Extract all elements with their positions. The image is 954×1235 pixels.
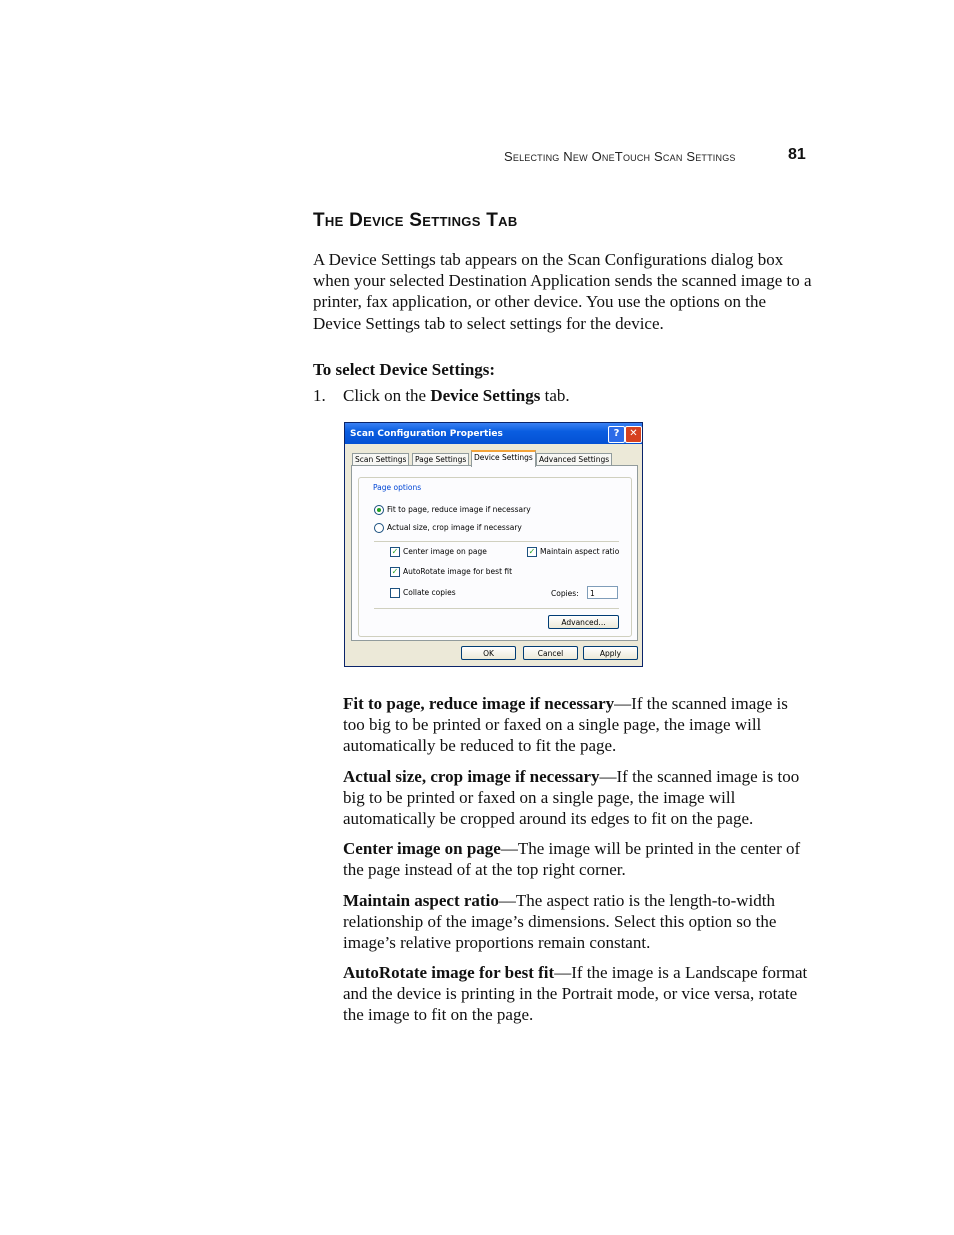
radio-actual-size[interactable]: [374, 523, 522, 533]
dialog-titlebar: [345, 423, 642, 444]
description-text: —If the scanned image is too big to be printed or faxed on a single page, the image will automatically be reduced to fit the page.: [343, 694, 788, 755]
separator: [374, 541, 619, 542]
checkbox-unchecked-icon[interactable]: [390, 588, 400, 598]
description-center-image: [343, 838, 811, 880]
step-number: 1.: [313, 386, 326, 405]
ok-button[interactable]: OK: [461, 646, 516, 660]
check-collate-label: Collate copies: [403, 588, 456, 597]
description-term: Center image on page: [343, 839, 501, 858]
cancel-button[interactable]: Cancel: [523, 646, 578, 660]
check-aspect-label: Maintain aspect ratio: [540, 547, 620, 556]
description-term: Actual size, crop image if necessary: [343, 767, 600, 786]
description-actual-size: [343, 766, 811, 829]
section-title: The Device Settings Tab: [313, 210, 518, 231]
checkbox-center-image[interactable]: [390, 547, 487, 557]
check-center-label: Center image on page: [403, 547, 487, 556]
description-text: —The image will be printed in the center of the page instead of at the top right corner.: [343, 839, 801, 879]
description-maintain-aspect: [343, 890, 811, 953]
copies-input[interactable]: 1: [587, 586, 618, 599]
radio-fit-to-page[interactable]: [374, 505, 531, 515]
scan-configuration-dialog: [344, 422, 643, 667]
description-text: —If the image is a Landscape format and the device is printing in the Portrait mode, or vice versa, rotate the image to fit on the page.: [343, 963, 808, 1024]
checkbox-autorotate[interactable]: [390, 567, 512, 577]
checkbox-checked-icon[interactable]: ✓: [391, 567, 399, 576]
checkbox-checked-icon[interactable]: ✓: [528, 547, 536, 556]
step-text-bold: Device Settings: [430, 386, 541, 405]
description-autorotate: [343, 962, 811, 1025]
tab-page-settings[interactable]: Page Settings: [412, 453, 469, 466]
group-label: Page options: [373, 483, 422, 492]
check-autorotate-label: AutoRotate image for best fit: [403, 567, 513, 576]
close-icon[interactable]: ✕: [625, 426, 642, 443]
running-header-title: Selecting New OneTouch Scan Settings: [504, 149, 736, 164]
separator: [374, 608, 619, 609]
advanced-button[interactable]: Advanced...: [548, 615, 619, 629]
description-term: Maintain aspect ratio: [343, 891, 499, 910]
description-term: Fit to page, reduce image if necessary: [343, 694, 615, 713]
description-term: AutoRotate image for best fit: [343, 963, 555, 982]
radio-actual-label: Actual size, crop image if necessary: [387, 523, 522, 532]
procedure-title: To select Device Settings:: [313, 360, 496, 379]
step-1: [313, 386, 570, 406]
checkbox-checked-icon[interactable]: ✓: [391, 547, 399, 556]
help-icon[interactable]: ?: [608, 426, 625, 443]
description-text: —The aspect ratio is the length-to-width relationship of the image’s dimensions. Select this option so the image’s relative proportions remain constant.: [343, 891, 777, 952]
tab-advanced-settings[interactable]: Advanced Settings: [536, 453, 612, 466]
radio-fit-label: Fit to page, reduce image if necessary: [387, 505, 531, 514]
step-text-suffix: tab.: [540, 386, 570, 405]
copies-label: Copies:: [551, 589, 579, 598]
step-text-prefix: Click on the: [343, 386, 431, 405]
apply-button[interactable]: Apply: [583, 646, 638, 660]
checkbox-maintain-aspect[interactable]: [527, 547, 619, 557]
tab-panel: [351, 465, 638, 641]
page-number: 81: [788, 146, 806, 163]
radio-selected-icon[interactable]: [374, 505, 384, 515]
description-text: —If the scanned image is too big to be printed or faxed on a single page, the image will automatically be cropped around its edges to fit on the page.: [343, 767, 800, 828]
description-fit-to-page: [343, 693, 811, 756]
intro-paragraph: A Device Settings tab appears on the Scan Configurations dialog box when your selected Destination Application sends the scanned image to a printer, fax application, or other device. You use the options on the Device Settings tab to select settings for the device.: [313, 250, 812, 333]
radio-unselected-icon[interactable]: [374, 523, 384, 533]
tab-device-settings[interactable]: Device Settings: [471, 450, 536, 467]
checkbox-collate[interactable]: [390, 588, 456, 598]
dialog-title: Scan Configuration Properties: [350, 429, 503, 439]
page-options-group: [358, 477, 632, 637]
tab-scan-settings[interactable]: Scan Settings: [352, 453, 409, 466]
